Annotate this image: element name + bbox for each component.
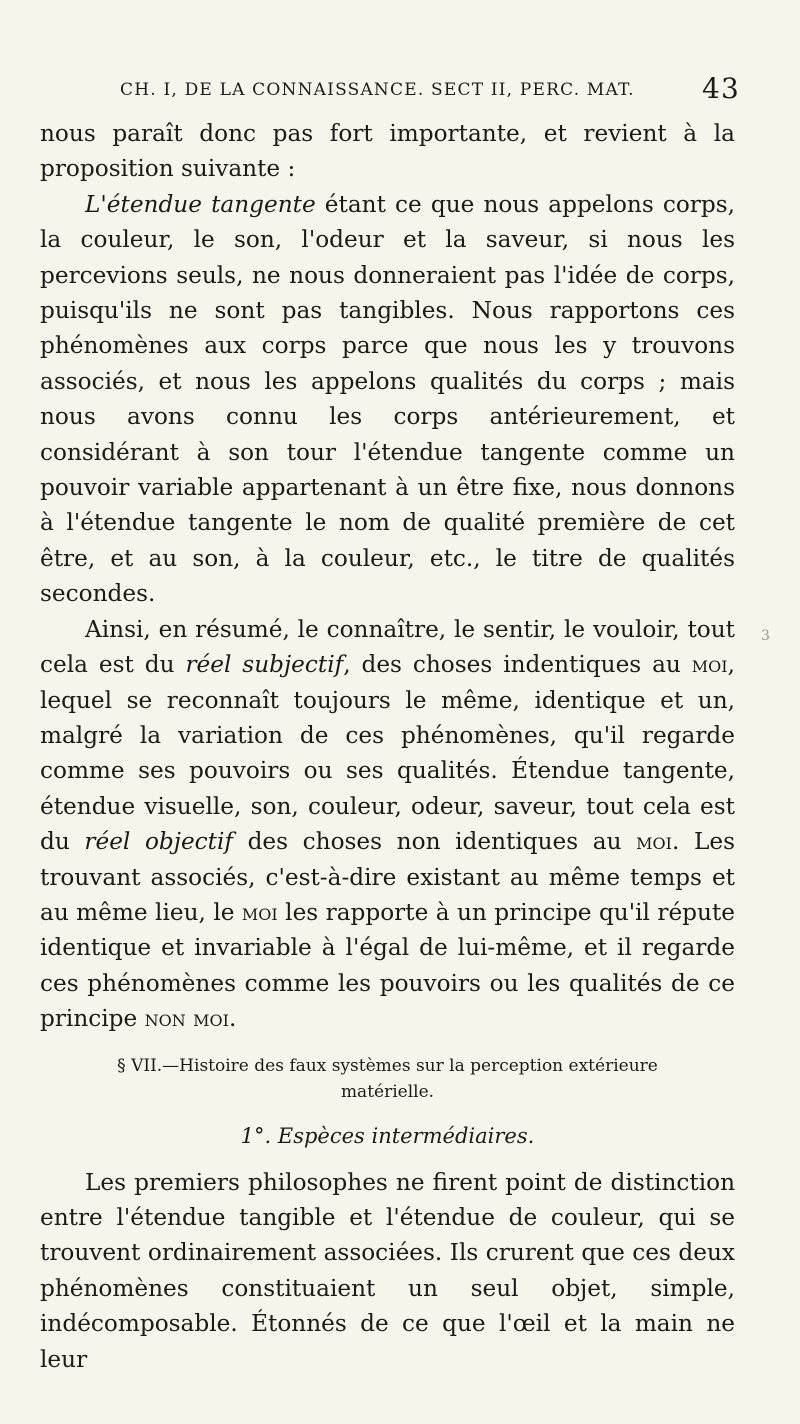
italic-phrase: réel objectif xyxy=(84,828,233,856)
paragraph-3-text: les rapporte à un principe qu'il répute identique et invariable à l'égal de lui-même, et il regarde ces phénomènes comme les pouvoirs ou les qualités de ce principe xyxy=(40,898,735,1033)
closing-paragraph: Les premiers philosophes ne firent point de distinction entre l'étendue tangible et l'étendue de couleur, qui se trouvent ordinairement associées. Ils crurent que ces deux phénomènes constituaient un seul objet, simple, indécomposable. Étonnés de ce que l'œil et la main ne leur xyxy=(40,1168,735,1373)
subsection-title: 1°. Espèces intermédiaires. xyxy=(240,1123,535,1148)
section-title: § VII.—Histoire des faux systèmes sur la perception extérieure matérielle. xyxy=(117,1055,658,1102)
paragraph-1: nous paraît donc pas fort importante, et revient à la proposition suivante : xyxy=(40,120,735,183)
paragraph-3-text: , lequel se reconnaît toujours le même, identique et un, malgré la variation de ces phénomènes, qu'il regarde comme ses pouvoirs ou ses qualités. Étendue tangente, étendue visuelle, son, couleur, odeur, saveur, tout cela est du xyxy=(40,651,735,856)
paragraph-3-text: Ainsi, en résumé, le connaître, le sentir, le vouloir, tout cela est du xyxy=(40,615,735,679)
body-text xyxy=(40,116,735,1377)
paragraph-2-text: étant ce que nous appelons corps, la couleur, le son, l'odeur et la saveur, si nous les percevions seuls, ne nous donneraient pas l'idée de corps, puisqu'ils ne sont pas tangibles. Nous rapportons ces phénomènes aux corps parce que nous les y trouvons associés, et nous les appelons qualités du corps ; mais nous avons connu les corps antérieurement, et considérant à son tour l'étendue tangente comme un pouvoir variable appartenant à un être fixe, nous donnons à l'étendue tangente le nom de qualité première de cet être, et au son, à la couleur, etc., le titre de qualités secondes. xyxy=(40,190,735,608)
small-caps-word: moi xyxy=(241,898,278,926)
running-header xyxy=(100,72,740,112)
paragraph-2 xyxy=(40,187,735,612)
margin-mark: 3 xyxy=(761,628,770,644)
small-caps-word: moi xyxy=(691,651,728,679)
paragraph-3-text: , des choses indentiques au xyxy=(343,651,692,679)
paragraph-3 xyxy=(40,612,735,1037)
paragraph-3-text: des choses non identiques au xyxy=(232,828,637,856)
paragraph-3-text: . Les trouvant associés, c'est-à-dire existant au même temps et au même lieu, le xyxy=(40,828,735,926)
running-title: CH. I, DE LA CONNAISSANCE. SECT II, PERC. MAT. xyxy=(120,80,635,100)
page-number: 43 xyxy=(701,72,740,105)
small-caps-word: moi xyxy=(636,828,672,856)
italic-phrase: L'étendue tangente xyxy=(85,190,316,218)
paragraph-3-text: . xyxy=(228,1005,237,1033)
small-caps-word: non moi xyxy=(144,1005,229,1033)
italic-phrase: réel subjectif xyxy=(185,651,344,679)
